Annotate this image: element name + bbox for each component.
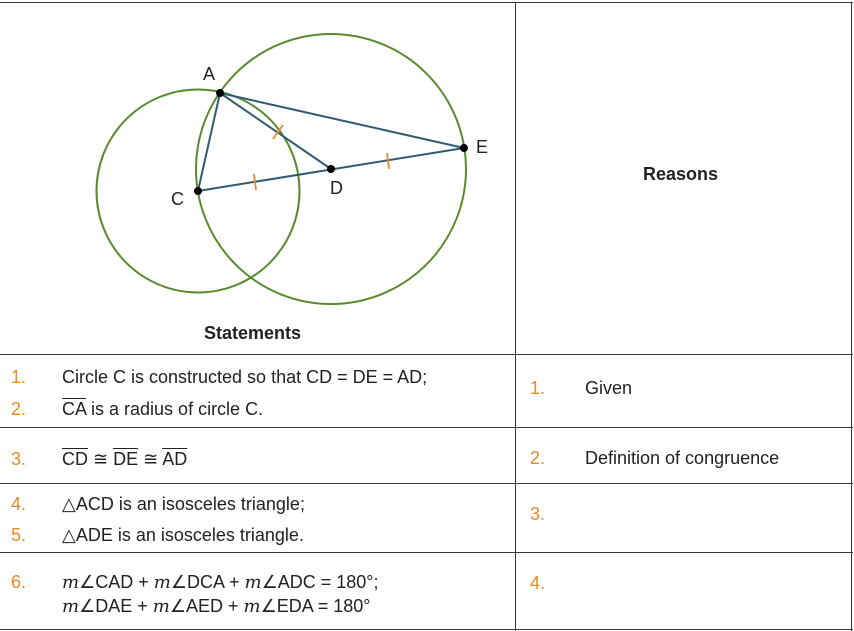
angle-eda: ∠EDA = 180°	[260, 596, 371, 616]
statement-5-number: 5.	[11, 525, 27, 545]
segment-ad-label: $\overline{AD}$	[162, 449, 188, 469]
segment-ad	[220, 93, 331, 169]
label-c: C	[171, 189, 184, 209]
reason-3-number: 3.	[530, 504, 546, 524]
reason-4-number: 4.	[530, 573, 546, 593]
geometry-figure	[0, 2, 515, 352]
point-a	[216, 89, 224, 97]
row-divider-3	[0, 552, 853, 553]
statement-5-text: △ADE is an isosceles triangle.	[62, 525, 304, 545]
m-2: m	[153, 572, 171, 593]
row-divider-2	[0, 483, 853, 484]
statement-6-line-1	[62, 571, 378, 594]
statement-2-text	[62, 398, 263, 420]
congruent-symbol-2: ≅	[138, 449, 163, 469]
m-1: m	[62, 572, 80, 593]
point-d	[327, 165, 335, 173]
statement-3-text	[62, 448, 187, 470]
statement-6-number: 6.	[11, 572, 27, 592]
statement-4-number: 4.	[11, 494, 27, 514]
table-border-right	[851, 2, 852, 631]
label-d: D	[330, 178, 343, 198]
reason-2-number: 2.	[530, 448, 546, 468]
row-divider-header	[0, 354, 853, 355]
statement-2-rest: is a radius of circle C.	[86, 399, 264, 419]
row-divider-bottom	[0, 629, 853, 630]
angle-dca: ∠DCA +	[170, 572, 245, 592]
segment-ca-label: $\overline{CA}$	[62, 399, 87, 419]
statement-3-number: 3.	[11, 449, 27, 469]
segment-de-label: $\overline{DE}$	[113, 449, 139, 469]
reason-1-number: 1.	[530, 378, 546, 398]
m-6: m	[243, 596, 261, 617]
row-divider-1	[0, 427, 853, 428]
m-3: m	[244, 572, 262, 593]
congruent-symbol-1: ≅	[88, 449, 114, 469]
point-c	[194, 187, 202, 195]
statement-6-line-2	[62, 595, 370, 618]
angle-dae: ∠DAE +	[79, 596, 153, 616]
segment-ac	[198, 93, 220, 191]
statement-4-text: △ACD is an isosceles triangle;	[62, 494, 305, 514]
label-a: A	[203, 64, 216, 84]
label-e: E	[476, 137, 489, 157]
header-statements: Statements	[204, 323, 302, 343]
statement-1-text: Circle C is constructed so that CD = DE = AD;	[62, 367, 428, 387]
statement-2-number: 2.	[11, 399, 27, 419]
m-4: m	[62, 596, 80, 617]
m-5: m	[152, 596, 170, 617]
reason-1-text: Given	[585, 378, 633, 398]
column-divider	[515, 2, 516, 631]
tick-de	[387, 153, 389, 169]
angle-adc: ∠ADC = 180°;	[261, 572, 379, 592]
header-reasons: Reasons	[643, 164, 719, 184]
point-e	[460, 144, 468, 152]
tick-cd	[254, 174, 256, 190]
reason-2-text: Definition of congruence	[585, 448, 780, 468]
angle-aed: ∠AED +	[169, 596, 244, 616]
segment-cd-label: $\overline{CD}$	[62, 449, 88, 469]
angle-cad: ∠CAD +	[79, 572, 154, 592]
statement-1-number: 1.	[11, 367, 27, 387]
segment-ae	[220, 93, 464, 148]
